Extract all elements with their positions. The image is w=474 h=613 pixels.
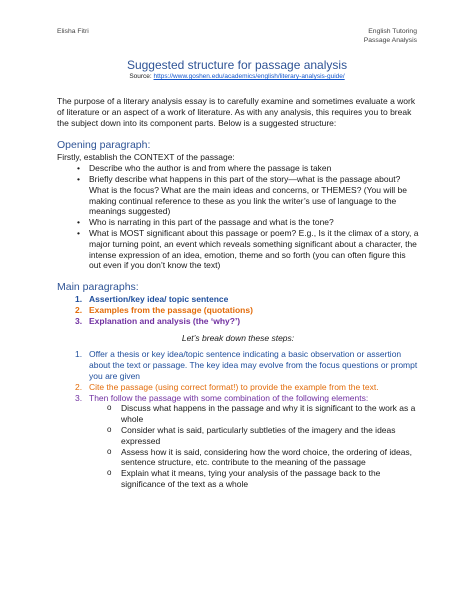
list-item	[57, 382, 419, 393]
item-text: Then follow the passage with some combination of the following elements:	[89, 392, 369, 403]
item-number: 2.	[75, 381, 83, 392]
list-item: o Consider what is said, particularly subtleties of the imagery and the ideas expressed	[57, 425, 419, 447]
item-text: Offer a thesis or key idea/topic sentence indicating a basic observation or assertion about the text or passage. The key idea may evolve from the focus questions or prompt you are given	[89, 349, 418, 381]
list-item	[57, 305, 419, 316]
source-link[interactable]: https://www.goshen.edu/academics/english/literary-analysis-guide/	[153, 73, 345, 80]
intro-paragraph: The purpose of a literary analysis essay is to carefully examine and sometimes evaluate a work of literature or an aspect of a work of literature. As with any analysis, this requires you to break the subject down into its component parts. Below is a suggested structure:	[57, 96, 416, 128]
list-item	[57, 294, 419, 305]
list-item: • Describe who the author is and from where the passage is taken	[57, 163, 419, 174]
item-number: 3.	[75, 315, 83, 326]
sub-steps-list	[57, 403, 419, 489]
list-item	[57, 393, 419, 404]
list-item: • What is MOST significant about this passage or poem? E.g., Is it the climax of a story, a major turning point, an event which reveals something significant about a character, the intense expression of an idea, emotion, theme and so forth (you can often figure this out even if you don’t know the text)	[57, 228, 419, 271]
item-text: Explanation and analysis (the ‘why?’)	[89, 315, 241, 326]
list-item: • Briefly describe what happens in this part of the story—what is the passage about? What is the focus? What are the main ideas and concerns, or THEMES? (You will be making continual reference to these as you link the writer’s use of language to the meanings suggested)	[57, 174, 419, 217]
document-body	[57, 96, 419, 490]
list-item	[57, 316, 419, 327]
item-text: Assertion/key idea/ topic sentence	[89, 294, 229, 305]
list-item: o Discuss what happens in the passage and why it is significant to the work as a whole	[57, 403, 419, 425]
header-author: Elisha Fitri	[57, 28, 89, 35]
item-number: 2.	[75, 304, 83, 315]
header-course	[364, 27, 417, 45]
list-item: • Who is narrating in this part of the passage and what is the tone?	[57, 217, 419, 228]
item-number: 1.	[75, 294, 83, 305]
document-title: Suggested structure for passage analysis	[126, 58, 348, 72]
list-item: o Assess how it is said, considering how the word choice, the ordering of ideas, sentence structure, etc. contribute to the meaning of the passage	[57, 447, 419, 469]
breakdown-heading: Let’s break down these steps:	[181, 332, 295, 343]
opening-heading: Opening paragraph:	[57, 139, 151, 152]
item-text: Examples from the passage (quotations)	[89, 304, 253, 315]
source-line	[0, 73, 474, 80]
main-items	[57, 294, 419, 326]
item-number: 1.	[75, 349, 83, 360]
item-text: Cite the passage (using correct format!) to provide the example from the text.	[89, 381, 379, 392]
item-number: 3.	[75, 392, 83, 403]
opening-lead: Firstly, establish the CONTEXT of the passage:	[57, 152, 235, 163]
header-course-line2: Passage Analysis	[363, 37, 417, 44]
source-label: Source:	[129, 73, 152, 80]
main-heading: Main paragraphs:	[57, 281, 139, 294]
opening-bullets	[57, 163, 419, 271]
steps-list	[57, 349, 419, 403]
list-item	[57, 349, 419, 381]
header-course-line1: English Tutoring	[368, 28, 417, 35]
list-item: o Explain what it means, tying your analysis of the passage back to the significance of the text as a whole	[57, 468, 419, 490]
